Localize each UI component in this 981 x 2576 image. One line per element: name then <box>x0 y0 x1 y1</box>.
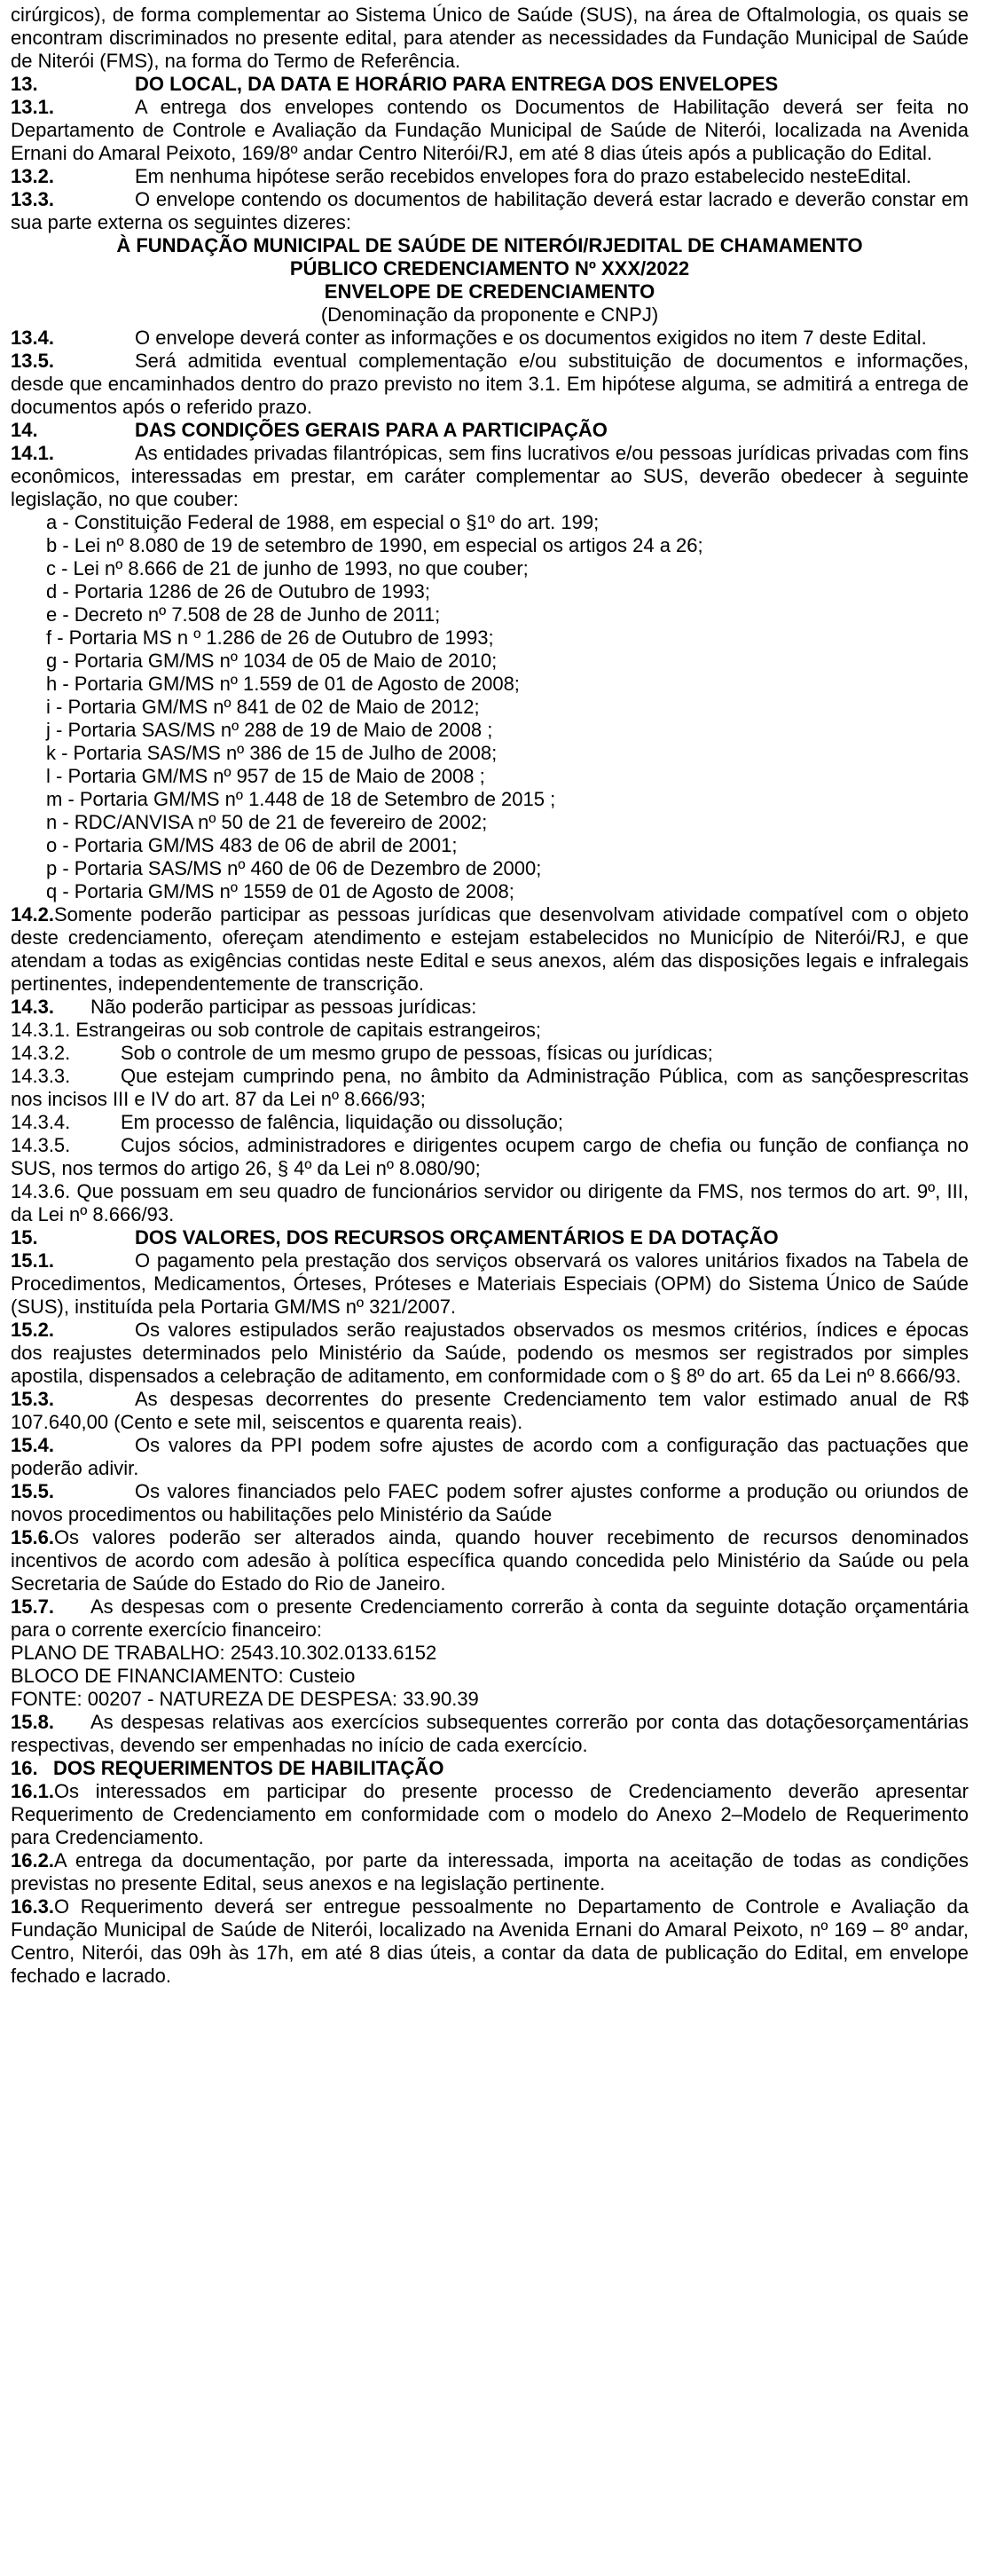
clause-number: 15.7. <box>11 1595 54 1618</box>
clause-text: Os valores poderão ser alterados ainda, quando houver recebimento de recursos denominados incentivos de acordo com adesão à política específica quando concedida pelo Ministério da Saúde ou pela Secretaria de Saúde do Estado do Rio de Janeiro. <box>11 1526 969 1595</box>
clause-number: 15.3. <box>11 1388 54 1410</box>
list-item: l - Portaria GM/MS nº 957 de 15 de Maio de 2008 ; <box>46 765 485 787</box>
list-item: k - Portaria SAS/MS nº 386 de 15 de Julho de 2008; <box>46 742 498 764</box>
clause-text: O envelope deverá conter as informações e os documentos exigidos no item 7 deste Edital. <box>135 327 927 349</box>
clause-14-3-4 <box>11 1111 969 1134</box>
clause-14-1 <box>11 442 969 511</box>
clause-text: Os valores da PPI podem sofre ajustes de acordo com a configuração das pactuações que poderão adivir. <box>11 1434 969 1479</box>
list-item: c - Lei nº 8.666 de 21 de junho de 1993, no que couber; <box>46 557 529 579</box>
clause-text: Os valores estipulados serão reajustados observados os mesmos critérios, índices e épocas dos reajustes determinados pelo Ministério da Saúde, podendo os mesmos ser registrados por simples apostila, dispensados a celebração de aditamento, em conformidade com o § 8º do art. 65 da Lei nº 8.666/93. <box>11 1319 969 1387</box>
clause-number: 14.3. <box>11 996 54 1018</box>
section-14-heading <box>11 419 969 442</box>
clause-text: Os interessados em participar do presente processo de Credenciamento deverão apresentar Requerimento de Credenciamento em conformidade com o modelo do Anexo 2–Modelo de Requerimento para Credenciamento. <box>11 1780 969 1848</box>
clause-text: Os valores financiados pelo FAEC podem sofrer ajustes conforme a produção ou oriundos de novos procedimentos ou habilitações pelo Ministério da Saúde <box>11 1480 969 1525</box>
clause-text: A entrega dos envelopes contendo os Documentos de Habilitação deverá ser feita no Departamento de Controle e Avaliação da Fundação Municipal de Saúde de Niterói, localizada na Avenida Ernani do Amaral Peixoto, 169/8º andar Centro Niterói/RJ, em até 8 dias úteis após a publicação do Edital. <box>11 96 969 164</box>
clause-number: 16.3. <box>11 1895 54 1918</box>
clause-15-6 <box>11 1526 969 1595</box>
clause-16-1 <box>11 1780 969 1849</box>
clause-15-5 <box>11 1480 969 1526</box>
clause-number: 15.4. <box>11 1434 54 1456</box>
clause-14-3 <box>11 996 969 1019</box>
clause-number: 14.3.2. <box>11 1042 71 1064</box>
clause-number: 13.1. <box>11 96 54 118</box>
clause-number: 13.4. <box>11 327 54 349</box>
section-13-heading <box>11 73 969 96</box>
clause-15-2 <box>11 1319 969 1388</box>
clause-text: Em nenhuma hipótese serão recebidos envelopes fora do prazo estabelecido nesteEdital. <box>135 165 912 187</box>
clause-number: 15.8. <box>11 1711 54 1733</box>
clause-15-1 <box>11 1249 969 1319</box>
clause-number: 14.3.4. <box>11 1111 71 1133</box>
clause-number: 13.2. <box>11 165 54 187</box>
clause-text: Sob o controle de um mesmo grupo de pessoas, físicas ou jurídicas; <box>121 1042 713 1064</box>
clause-number: 15.2. <box>11 1319 54 1341</box>
section-15-title: DOS VALORES, DOS RECURSOS ORÇAMENTÁRIOS E DA DOTAÇÃO <box>135 1226 779 1249</box>
envelope-label-line-1: À FUNDAÇÃO MUNICIPAL DE SAÚDE DE NITERÓI/RJEDITAL DE CHAMAMENTO <box>116 234 863 256</box>
clause-16-3 <box>11 1895 969 1988</box>
list-item: j - Portaria SAS/MS nº 288 de 19 de Maio de 2008 ; <box>46 719 493 741</box>
list-item: o - Portaria GM/MS 483 de 06 de abril de 2001; <box>46 834 458 856</box>
list-item: b - Lei nº 8.080 de 19 de setembro de 1990, em especial os artigos 24 a 26; <box>46 534 703 556</box>
clause-15-7 <box>11 1595 969 1642</box>
legislation-list <box>11 511 969 903</box>
list-item: e - Decreto nº 7.508 de 28 de Junho de 2011; <box>46 603 441 626</box>
clause-text: Em processo de falência, liquidação ou dissolução; <box>121 1111 563 1133</box>
envelope-label-line-4: (Denominação da proponente e CNPJ) <box>320 303 659 326</box>
clause-text: Que estejam cumprindo pena, no âmbito da Administração Pública, com as sançõesprescritas nos incisos III e IV do art. 87 da Lei nº 8.666/93; <box>11 1065 969 1110</box>
list-item: i - Portaria GM/MS nº 841 de 02 de Maio de 2012; <box>46 696 480 718</box>
budget-funding-block: BLOCO DE FINANCIAMENTO: Custeio <box>11 1665 356 1687</box>
clause-text: As entidades privadas filantrópicas, sem fins lucrativos e/ou pessoas jurídicas privadas com fins econômicos, interessadas em prestar, em caráter complementar ao SUS, deverão obedecer à seguinte legislação, no que couber: <box>11 442 969 510</box>
section-15-heading <box>11 1226 969 1249</box>
list-item: d - Portaria 1286 de 26 de Outubro de 1993; <box>46 580 430 603</box>
section-16-title: DOS REQUERIMENTOS DE HABILITAÇÃO <box>53 1757 444 1779</box>
clause-13-3 <box>11 188 969 234</box>
section-15-number: 15. <box>11 1226 38 1249</box>
list-item: n - RDC/ANVISA nº 50 de 21 de fevereiro de 2002; <box>46 811 488 833</box>
clause-text: Cujos sócios, administradores e dirigentes ocupem cargo de chefia ou função de confiança no SUS, nos termos do artigo 26, § 4º da Lei nº 8.080/90; <box>11 1134 969 1179</box>
clause-text: As despesas com o presente Credenciamento correrão à conta da seguinte dotação orçamentária para o corrente exercício financeiro: <box>11 1595 969 1641</box>
clause-number: 13.5. <box>11 350 54 372</box>
list-item: p - Portaria SAS/MS nº 460 de 06 de Dezembro de 2000; <box>46 857 542 879</box>
clause-number: 15.1. <box>11 1249 54 1272</box>
section-13-number: 13. <box>11 73 38 95</box>
clause-13-2 <box>11 165 969 188</box>
clause-number: 15.5. <box>11 1480 54 1502</box>
clause-14-3-3 <box>11 1065 969 1111</box>
clause-13-4 <box>11 327 969 350</box>
clause-text: Será admitida eventual complementação e/ou substituição de documentos e informações, desde que encaminhados dentro do prazo previsto no item 3.1. Em hipótese alguma, se admitirá a entrega de documentos após o referido prazo. <box>11 350 969 418</box>
list-item: q - Portaria GM/MS nº 1559 de 01 de Agosto de 2008; <box>46 880 514 902</box>
section-14-number: 14. <box>11 419 38 441</box>
budget-work-plan: PLANO DE TRABALHO: 2543.10.302.0133.6152 <box>11 1642 437 1664</box>
clause-number: 14.1. <box>11 442 54 464</box>
clause-text: Somente poderão participar as pessoas jurídicas que desenvolvam atividade compatível com o objeto deste credenciamento, ofereçam atendimento e estejam estabelecidos no Município de Niterói/RJ, e que atendam a todas as exigências contidas neste Edital e seus anexos, além das disposições legais e infralegais pertinentes, independentemente de transcrição. <box>11 903 969 995</box>
section-12-continuation: cirúrgicos), de forma complementar ao Sistema Único de Saúde (SUS), na área de Oftalmologia, os quais se encontram discriminados no presente edital, para atender as necessidades da Fundação Municipal de Saúde de Niterói (FMS), na forma do Termo de Referência. <box>11 4 969 72</box>
clause-number: 14.2. <box>11 903 54 926</box>
clause-14-3-2 <box>11 1042 969 1065</box>
clause-13-1 <box>11 96 969 165</box>
list-item: g - Portaria GM/MS nº 1034 de 05 de Maio de 2010; <box>46 650 498 672</box>
clause-number: 16.1. <box>11 1780 54 1802</box>
budget-source: FONTE: 00207 - NATUREZA DE DESPESA: 33.90.39 <box>11 1688 479 1710</box>
envelope-label-line-3: ENVELOPE DE CREDENCIAMENTO <box>324 280 655 303</box>
list-item: f - Portaria MS n º 1.286 de 26 de Outubro de 1993; <box>46 626 494 649</box>
list-item: a - Constituição Federal de 1988, em especial o §1º do art. 199; <box>46 511 600 533</box>
clause-15-4 <box>11 1434 969 1480</box>
section-16-heading <box>11 1757 969 1780</box>
section-16-number: 16. <box>11 1757 38 1779</box>
clause-text: A entrega da documentação, por parte da interessada, importa na aceitação de todas as condições previstas no presente Edital, seus anexos e na legislação pertinente. <box>11 1849 969 1895</box>
clause-text: O pagamento pela prestação dos serviços observará os valores unitários fixados na Tabela de Procedimentos, Medicamentos, Órteses, Próteses e Materiais Especiais (OPM) do Sistema Único de Saúde (SUS), instituída pela Portaria GM/MS nº 321/2007. <box>11 1249 969 1318</box>
envelope-label-line-2: PÚBLICO CREDENCIAMENTO Nº XXX/2022 <box>289 257 690 280</box>
clause-number: 16.2. <box>11 1849 54 1871</box>
clause-14-3-6: 14.3.6. Que possuam em seu quadro de funcionários servidor ou dirigente da FMS, nos termos do art. 9º, III, da Lei nº 8.666/93. <box>11 1180 969 1225</box>
clause-15-8 <box>11 1711 969 1757</box>
clause-16-2 <box>11 1849 969 1895</box>
clause-number: 15.6. <box>11 1526 54 1548</box>
clause-text: As despesas decorrentes do presente Credenciamento tem valor estimado anual de R$ 107.640,00 (Cento e sete mil, seiscentos e quarenta reais). <box>11 1388 969 1433</box>
clause-number: 13.3. <box>11 188 54 210</box>
clause-14-3-5 <box>11 1134 969 1180</box>
clause-text: As despesas relativas aos exercícios subsequentes correrão por conta das dotaçõesorçamentárias respectivas, devendo ser empenhadas no início de cada exercício. <box>11 1711 969 1756</box>
list-item: m - Portaria GM/MS nº 1.448 de 18 de Setembro de 2015 ; <box>46 788 556 810</box>
section-14-title: DAS CONDIÇÕES GERAIS PARA A PARTICIPAÇÃO <box>135 419 608 441</box>
clause-text: O Requerimento deverá ser entregue pessoalmente no Departamento de Controle e Avaliação da Fundação Municipal de Saúde de Niterói, localizado na Avenida Ernani do Amaral Peixoto, nº 169 – 8º andar, Centro, Niterói, das 09h às 17h, em até 8 dias úteis, a contar da data de publicação do Edital, em envelope fechado e lacrado. <box>11 1895 969 1987</box>
clause-text: O envelope contendo os documentos de habilitação deverá estar lacrado e deverão constar em sua parte externa os seguintes dizeres: <box>11 188 969 233</box>
clause-15-3 <box>11 1388 969 1434</box>
clause-number: 14.3.5. <box>11 1134 71 1156</box>
section-13-title: DO LOCAL, DA DATA E HORÁRIO PARA ENTREGA DOS ENVELOPES <box>135 73 779 95</box>
clause-14-2 <box>11 903 969 996</box>
clause-text: Não poderão participar as pessoas jurídicas: <box>90 996 477 1018</box>
clause-13-5 <box>11 350 969 419</box>
clause-number: 14.3.3. <box>11 1065 71 1087</box>
clause-14-3-1: 14.3.1. Estrangeiras ou sob controle de capitais estrangeiros; <box>11 1019 542 1041</box>
list-item: h - Portaria GM/MS nº 1.559 de 01 de Agosto de 2008; <box>46 673 520 695</box>
